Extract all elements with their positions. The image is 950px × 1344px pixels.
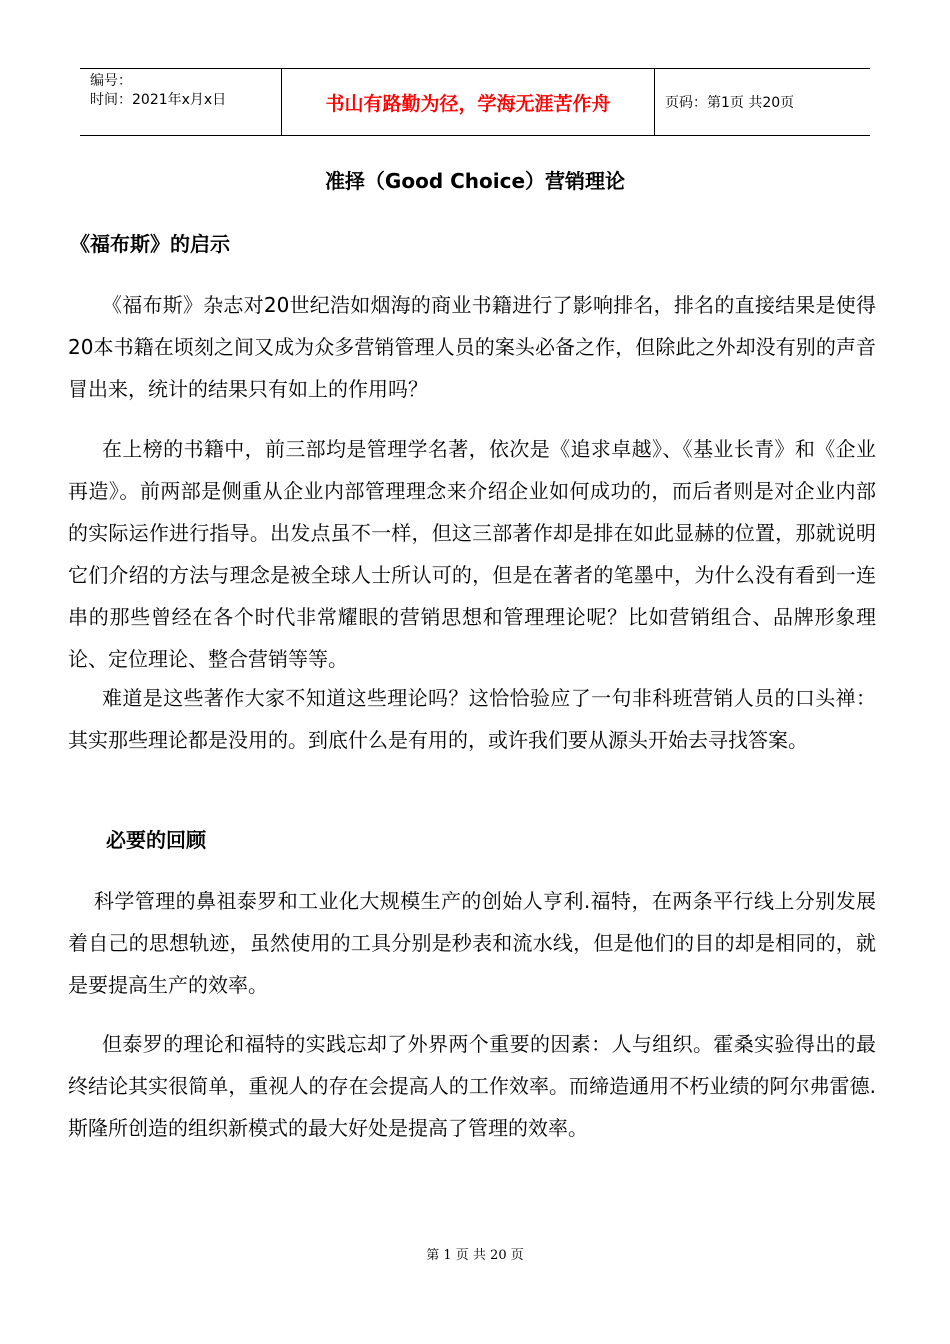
section-heading-review: 必要的回顾	[106, 828, 206, 852]
paragraph: 科学管理的鼻祖泰罗和工业化大规模生产的创始人亨利.福特，在两条平行线上分别发展着自己的思想轨迹，虽然使用的工具分别是秒表和流水线，但是他们的目的却是相同的，就是要提高生产的效率。	[68, 889, 876, 997]
paragraph: 《福布斯》杂志对20世纪浩如烟海的商业书籍进行了影响排名，排名的直接结果是使得20本书籍在顷刻之间又成为众多营销管理人员的案头必备之作，但除此之外却没有别的声音冒出来，统计的结果只有如上的作用吗？	[68, 293, 876, 401]
header-page-number: 页码：第1页 共20页	[665, 95, 795, 111]
header-motto-cell	[281, 69, 655, 135]
paragraph: 但泰罗的理论和福特的实践忘却了外界两个重要的因素：人与组织。霍桑实验得出的最终结论其实很简单，重视人的存在会提高人的工作效率。而缔造通用不朽业绩的阿尔弗雷德.斯隆所创造的组织新模式的最大好处是提高了管理的效率。	[68, 1032, 876, 1140]
section-heading-forbes: 《福布斯》的启示	[70, 232, 230, 256]
paragraph: 在上榜的书籍中，前三部均是管理学名著，依次是《追求卓越》、《基业长青》和《企业再造》。前两部是侧重从企业内部管理理念来介绍企业如何成功的，而后者则是对企业内部的实际运作进行指导。出发点虽不一样，但这三部著作却是排在如此显赫的位置，那就说明它们介绍的方法与理念是被全球人士所认可的，但是在著者的笔墨中，为什么没有看到一连串的那些曾经在各个时代非常耀眼的营销思想和管理理论呢？比如营销组合、品牌形象理论、定位理论、整合营销等等。	[68, 437, 876, 671]
document-time-label: 时间：2021年x月x日	[90, 92, 227, 108]
header-page-cell	[655, 69, 870, 135]
header-table	[80, 68, 870, 136]
document-title: 准择（Good Choice）营销理论	[324, 169, 626, 193]
document-number-label: 编号：	[90, 73, 132, 89]
header-meta-cell	[80, 69, 281, 135]
page-footer: 第 1 页 共 20 页	[426, 1248, 524, 1263]
paragraph: 难道是这些著作大家不知道这些理论吗？这恰恰验应了一句非科班营销人员的口头禅：其实那些理论都是没用的。到底什么是有用的，或许我们要从源头开始去寻找答案。	[68, 686, 876, 752]
header-motto: 书山有路勤为径，学海无涯苦作舟	[325, 92, 611, 115]
